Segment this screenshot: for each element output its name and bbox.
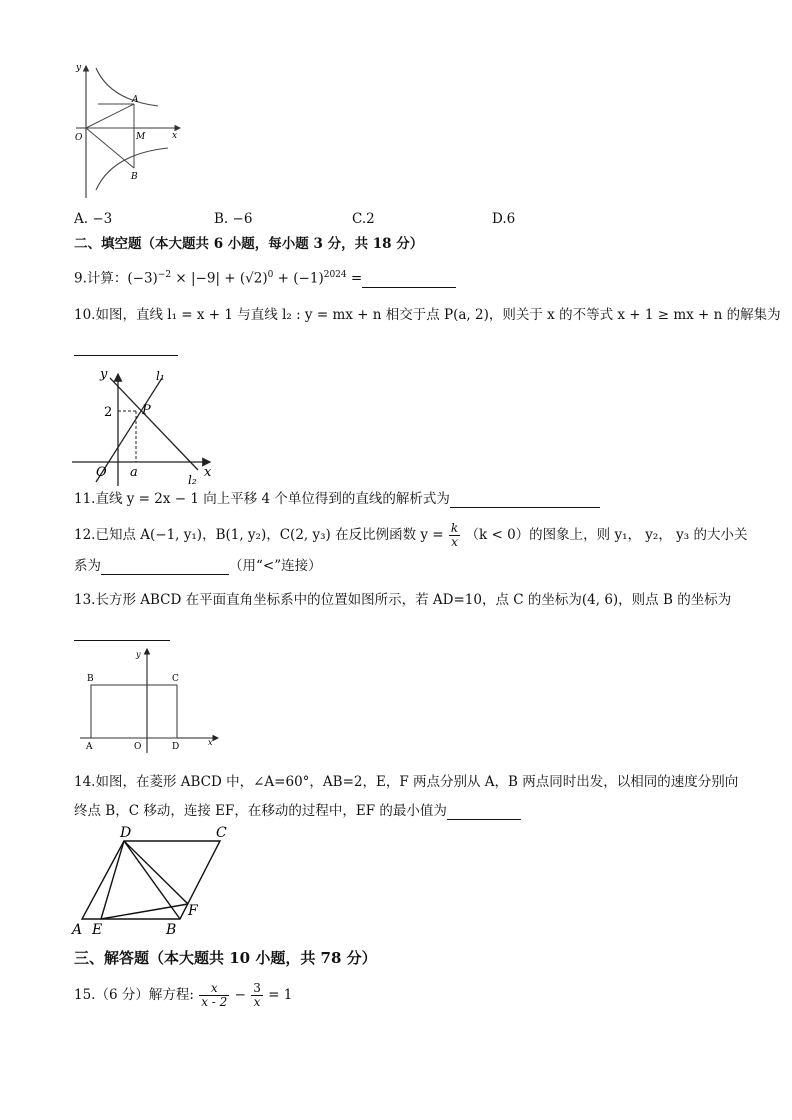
q15-fraction-1	[199, 982, 229, 1009]
fig13-d-label: D	[172, 742, 180, 752]
figure-q10-lines	[70, 364, 220, 490]
fig10-x-label: x	[204, 465, 212, 480]
q14-line2-text: 终点 B，C 移动，连接 EF，在移动的过程中，EF 的最小值为	[74, 803, 447, 819]
fig8-o-label: O	[75, 133, 83, 143]
fig14-a-label: A	[72, 922, 83, 937]
figure-q8-hyperbola	[68, 58, 188, 203]
fig8-m-label: M	[136, 132, 146, 142]
question-10: 10.如图，直线 l₁ = x + 1 与直线 l₂ : y = mx + n 相交于点 P(a, 2)，则关于 x 的不等式 x + 1 ≥ mx + n 的解集为	[74, 307, 781, 323]
q15-minus: −	[234, 987, 246, 1003]
q9-exp0: 0	[267, 270, 274, 280]
fig8-y-label: y	[76, 63, 82, 73]
q8-option-b: B. −6	[214, 211, 253, 227]
question-12-line1	[74, 522, 747, 549]
fig13-y-label: y	[136, 650, 141, 659]
q15-f1-num: x	[199, 982, 229, 996]
q12-line2-a: 系为	[74, 558, 101, 574]
q12-fraction	[449, 522, 460, 549]
fig14-d-label: D	[120, 825, 132, 841]
fig14-e-label: E	[92, 922, 103, 937]
q9-exp: −2	[157, 270, 172, 280]
q12-frac-num: k	[450, 521, 459, 535]
q9-sqrt: (√2)	[239, 270, 268, 287]
fig14-f-label: F	[188, 903, 198, 919]
q8-option-a: A. −3	[74, 211, 113, 227]
question-11	[74, 490, 600, 508]
fig10-a-label: a	[130, 465, 138, 480]
q15-f2-den: x	[253, 995, 261, 1009]
q15-eq: = 1	[268, 987, 293, 1003]
q15-fraction-2	[251, 982, 263, 1009]
question-9	[74, 266, 456, 288]
figure-q14-rhombus	[70, 822, 235, 937]
fig8-b-label: B	[131, 172, 138, 182]
fig10-o-label: O	[96, 465, 107, 480]
question-15	[74, 982, 292, 1009]
q12-answer-blank	[101, 560, 229, 575]
q9-neg1: (−1)	[293, 270, 324, 287]
fig8-a-label: A	[132, 95, 139, 105]
fig13-b-label: B	[87, 674, 94, 684]
fig10-y-label: y	[100, 367, 108, 382]
q9-abs: × |−9| +	[175, 270, 240, 287]
q15-prefix: 15.（6 分）解方程:	[74, 987, 194, 1003]
fig13-a-label: A	[86, 742, 93, 752]
fig10-l1-label: l₁	[156, 369, 165, 383]
q8-option-c: C.2	[352, 211, 375, 227]
q11-answer-blank	[450, 493, 600, 508]
fig14-c-label: C	[216, 825, 227, 841]
fig8-x-label: x	[172, 131, 178, 141]
q15-f1-den: x - 2	[201, 995, 228, 1009]
q14-answer-blank	[447, 805, 521, 820]
question-14-line2	[74, 802, 521, 820]
q9-answer-blank	[362, 273, 456, 288]
question-13: 13.长方形 ABCD 在平面直角坐标系中的位置如图所示，若 AD=10，点 C 的坐标为(4, 6)，则点 B 的坐标为	[74, 592, 732, 608]
q9-prefix: 9.计算：	[74, 270, 128, 287]
q8-option-d: D.6	[492, 211, 516, 227]
section2-heading: 二、填空题（本大题共 6 小题，每小题 3 分，共 18 分）	[74, 236, 424, 252]
figure-q13-rectangle	[76, 645, 226, 755]
question-14-line1: 14.如图，在菱形 ABCD 中，∠A=60°，AB=2，E，F 两点分别从 A，B 两点同时出发，以相同的速度分别向	[74, 774, 739, 790]
question-12-line2	[74, 557, 322, 575]
fig10-l2-label: l₂	[188, 473, 197, 487]
fig13-o-label: O	[134, 742, 142, 752]
q13-answer-blank	[74, 640, 170, 641]
q11-text: 11.直线 y = 2x − 1 向上平移 4 个单位得到的直线的解析式为	[74, 491, 450, 507]
q12-line2-b: （用“<”连接）	[229, 558, 322, 574]
fig14-b-label: B	[166, 922, 177, 937]
q9-plus: +	[273, 270, 294, 287]
section3-heading: 三、解答题（本大题共 10 小题，共 78 分）	[74, 949, 377, 967]
fig10-two-label: 2	[104, 405, 113, 420]
q10-answer-blank	[74, 355, 178, 356]
q9-eq: =	[346, 270, 363, 287]
q9-base: (−3)	[127, 270, 158, 287]
q9-exp2024: 2024	[323, 270, 347, 280]
fig13-c-label: C	[172, 674, 179, 684]
q12-line1-b: （k < 0）的图象上，则 y₁， y₂， y₃ 的大小关	[465, 527, 748, 543]
fig10-p-label: P	[142, 403, 151, 418]
fig13-x-label: x	[208, 738, 213, 747]
q12-frac-den: x	[451, 535, 458, 549]
q15-f2-num: 3	[253, 981, 261, 995]
q12-line1-a: 12.已知点 A(−1, y₁)，B(1, y₂)，C(2, y₃) 在反比例函数 y =	[74, 527, 444, 543]
